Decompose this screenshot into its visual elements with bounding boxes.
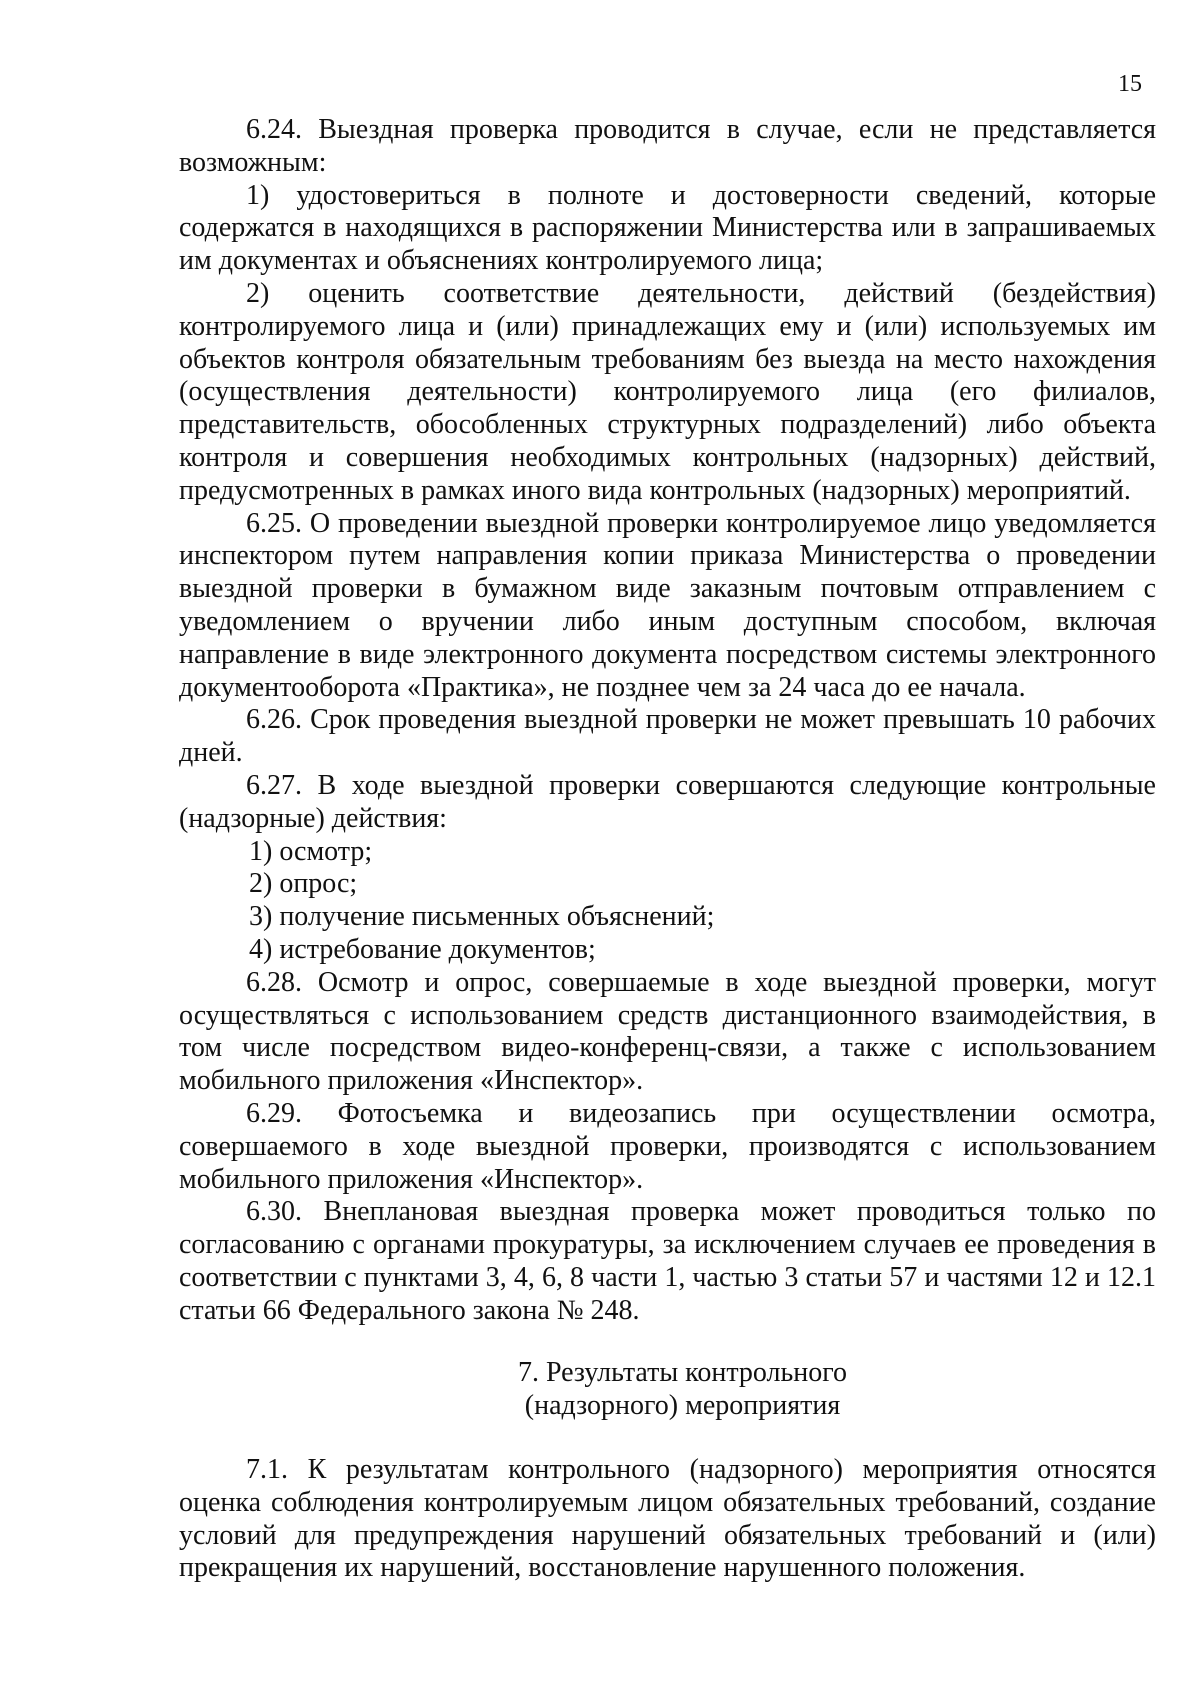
paragraph-6-30: 6.30. Внеплановая выездная проверка может проводиться только по согласованию с органами прокуратуры, за исключением случаев ее проведения в соответствии с пунктами 3, 4, 6, 8 части 1, частью 3 статьи 57 и частями 12 и 12.1 статьи 66 Федерального закона № 248. [179,1196,1156,1326]
list-item-inspection: 1) осмотр; [249,835,373,867]
list-item-document-request: 4) истребование документов; [249,933,596,965]
paragraph-6-27: 6.27. В ходе выездной проверки совершаются следующие контрольные (надзорные) действия: [179,769,1156,834]
paragraph-6-29: 6.29. Фотосъемка и видеозапись при осуществлении осмотра, совершаемого в ходе выездной проверки, производятся с использованием мобильного приложения «Инспектор». [179,1097,1156,1195]
list-item-survey: 2) опрос; [249,868,358,900]
paragraph-7-1: 7.1. К результатам контрольного (надзорного) мероприятия относятся оценка соблюдения контролируемым лицом обязательных требований, создание условий для предупреждения нарушений обязательных требований и (или) прекращения их нарушений, восстановление нарушенного положения. [179,1454,1156,1584]
paragraph-6-28: 6.28. Осмотр и опрос, совершаемые в ходе выездной проверки, могут осуществляться с использованием средств дистанционного взаимодействия, в том числе посредством видео-конференц-связи, а также с использованием мобильного приложения «Инспектор». [179,966,1156,1097]
paragraph-6-24-item-2: 2) оценить соответствие деятельности, действий (бездействия) контролируемого лица и (или) принадлежащих ему и (или) используемых им объектов контроля обязательным требованиям без выезда на место нахождения (осуществления деятельности) контролируемого лица (его филиалов, представительств, обособленных структурных подразделений) либо объекта контроля и совершения необходимых контрольных (надзорных) действий, предусмотренных в рамках иного вида контрольных (надзорных) мероприятий. [179,277,1156,506]
paragraph-6-24-item-1: 1) удостовериться в полноте и достоверности сведений, которые содержатся в находящихся в распоряжении Министерства или в запрашиваемых им документах и объяснениях контролируемого лица; [179,179,1156,277]
section-7-heading-line-1: 7. Результаты контрольного [517,1357,848,1389]
paragraph-6-25: 6.25. О проведении выездной проверки контролируемое лицо уведомляется инспектором путем направления копии приказа Министерства о проведении выездной проверки в бумажном виде заказным почтовым отправлением с уведомлением о вручении либо иным доступным способом, включая направление в виде электронного документа посредством системы электронного документооборота «Практика», не позднее чем за 24 часа до ее начала. [179,507,1156,703]
document-body [179,114,1156,1585]
section-7-heading [179,1357,1156,1423]
paragraph-6-26: 6.26. Срок проведения выездной проверки не может превышать 10 рабочих дней. [179,704,1156,769]
section-7-body [179,1454,1156,1585]
list-item-written-explanations: 3) получение письменных объяснений; [249,901,715,933]
paragraph-6-24: 6.24. Выездная проверка проводится в случае, если не представляется возможным: [179,114,1156,178]
section-7-heading-line-2: (надзорного) мероприятия [524,1390,841,1422]
page-number: 15 [1118,71,1142,97]
